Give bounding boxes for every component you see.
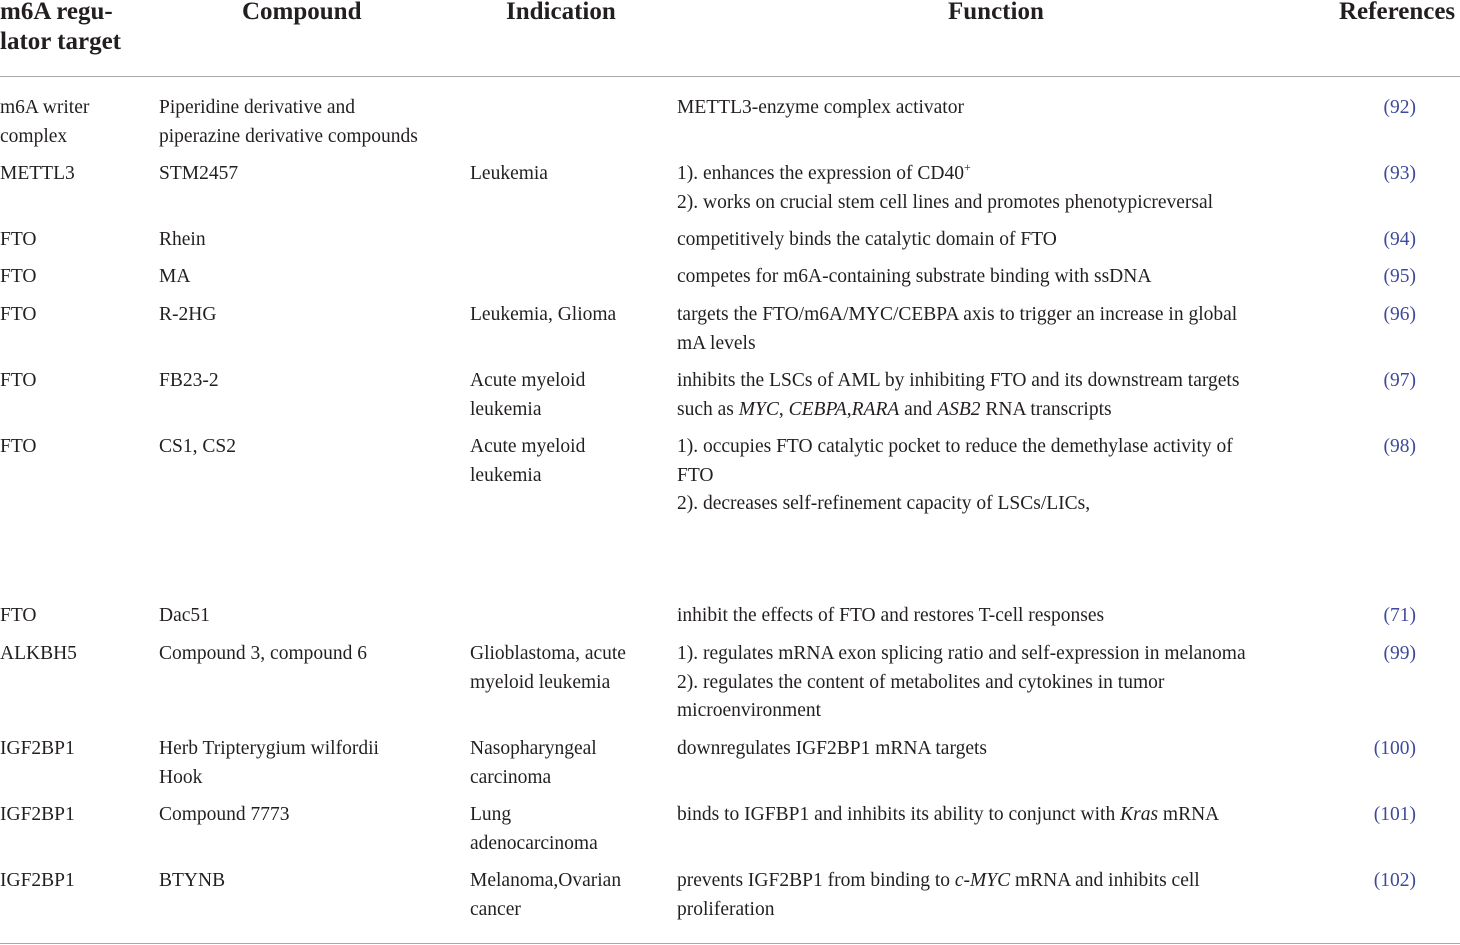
target-cell: [0, 640, 77, 669]
indication-cell: [470, 801, 598, 858]
header-references: References: [1339, 0, 1456, 25]
reference-paren: ): [1409, 870, 1416, 891]
italic-term: CEBPA: [788, 398, 847, 420]
reference-paren: (: [1383, 97, 1390, 118]
target-line: m6A writer: [0, 97, 90, 118]
function-text: METTL3-enzyme complex activator: [677, 97, 964, 118]
reference-paren: (: [1383, 266, 1390, 287]
italic-term: ASB2: [937, 398, 981, 420]
reference-cell: [1384, 226, 1417, 255]
compound-line: Rhein: [159, 229, 206, 250]
reference-cell: [1384, 367, 1417, 396]
target-cell: [0, 602, 37, 631]
reference-paren: ): [1409, 163, 1416, 184]
reference-link[interactable]: 97: [1390, 370, 1410, 391]
compound-line: CS1, CS2: [159, 436, 236, 457]
indication-line: myeloid leukemia: [470, 671, 611, 693]
function-line: [677, 396, 1239, 425]
function-text: RNA transcripts: [980, 398, 1112, 420]
reference-paren: (: [1383, 229, 1390, 250]
compound-cell: [159, 801, 290, 830]
italic-term: c-MYC: [954, 870, 1011, 891]
reference-link[interactable]: 101: [1380, 804, 1410, 825]
function-text: competitively binds the catalytic domain of FTO: [677, 229, 1057, 250]
reference-paren: ): [1409, 97, 1416, 118]
function-text: and: [899, 398, 938, 420]
function-cell: [677, 735, 987, 764]
compound-line: BTYNB: [159, 870, 226, 891]
function-line: [677, 189, 1213, 218]
compound-line: R-2HG: [159, 304, 217, 325]
reference-link[interactable]: 92: [1390, 97, 1410, 118]
target-cell: [0, 226, 37, 255]
reference-cell: [1384, 433, 1417, 462]
target-line: FTO: [0, 605, 37, 626]
reference-paren: (: [1383, 643, 1390, 664]
reference-paren: ): [1409, 605, 1416, 626]
reference-paren: (: [1373, 738, 1381, 759]
reference-cell: [1384, 301, 1417, 330]
compound-line: Compound 7773: [159, 804, 290, 825]
reference-link[interactable]: 98: [1390, 436, 1410, 457]
reference-paren: ): [1409, 370, 1416, 391]
superscript: +: [964, 160, 971, 174]
indication-line: carcinoma: [470, 766, 552, 788]
compound-line: MA: [159, 266, 191, 287]
compound-cell: [159, 226, 206, 255]
indication-cell: [470, 640, 626, 697]
function-line: [677, 433, 1233, 462]
indication-line: Lung: [470, 804, 512, 825]
reference-paren: ): [1409, 643, 1416, 664]
compound-cell: [159, 94, 418, 151]
target-line: FTO: [0, 304, 37, 325]
compound-cell: [159, 735, 379, 792]
compound-cell: [159, 602, 210, 631]
header-function: Function: [948, 0, 1044, 25]
reference-link[interactable]: 100: [1380, 738, 1410, 759]
target-line: IGF2BP1: [0, 738, 75, 759]
indication-line: Acute myeloid: [470, 436, 586, 457]
reference-link[interactable]: 102: [1380, 870, 1410, 891]
header-rule: [0, 76, 1460, 77]
target-cell: [0, 867, 75, 896]
compound-line: STM2457: [159, 163, 239, 184]
reference-paren: (: [1373, 804, 1381, 825]
indication-cell: [470, 735, 597, 792]
compound-line: Piperidine derivative and: [159, 97, 356, 118]
header-compound: Compound: [242, 0, 362, 25]
target-cell: [0, 735, 75, 764]
function-text: targets the FTO/m6A/MYC/CEBPA axis to trigger an increase in global: [677, 304, 1238, 325]
compound-line: FB23-2: [159, 370, 219, 391]
indication-cell: [470, 433, 585, 490]
function-line: [677, 160, 1213, 189]
reference-paren: (: [1383, 370, 1390, 391]
target-cell: [0, 301, 37, 330]
indication-line: Glioblastoma, acute: [470, 643, 626, 664]
function-line: [677, 896, 1200, 925]
indication-line: cancer: [470, 898, 521, 920]
reference-paren: (: [1383, 436, 1390, 457]
function-line: [677, 226, 1057, 255]
function-line: [677, 669, 1246, 698]
reference-cell: [1374, 867, 1416, 896]
reference-paren: ): [1409, 304, 1416, 325]
compound-line: Compound 3, compound 6: [159, 643, 367, 664]
indication-line: Leukemia: [470, 163, 548, 184]
function-line: [677, 263, 1151, 292]
target-line: complex: [0, 125, 68, 147]
function-line: [677, 462, 1233, 491]
reference-link[interactable]: 94: [1390, 229, 1410, 250]
function-text: inhibit the effects of FTO and restores T-cell responses: [677, 605, 1105, 626]
target-line: IGF2BP1: [0, 804, 75, 825]
function-text: FTO: [677, 464, 714, 486]
function-text: 1). regulates mRNA exon splicing ratio and self-expression in melanoma: [677, 643, 1246, 664]
header-indication: Indication: [506, 0, 616, 25]
target-line: FTO: [0, 436, 37, 457]
compound-cell: [159, 160, 238, 189]
compound-cell: [159, 367, 219, 396]
reference-link[interactable]: 96: [1390, 304, 1410, 325]
compound-line: piperazine derivative compounds: [159, 125, 418, 147]
function-cell: [677, 94, 964, 123]
reference-paren: ): [1409, 738, 1416, 759]
indication-line: leukemia: [470, 398, 542, 420]
reference-cell: [1374, 801, 1416, 830]
function-line: [677, 867, 1200, 896]
function-line: [677, 735, 987, 764]
reference-link[interactable]: 71: [1390, 605, 1410, 626]
function-text: mRNA: [1158, 804, 1220, 825]
target-cell: [0, 433, 37, 462]
function-line: [677, 801, 1219, 830]
function-text: mA levels: [677, 332, 756, 354]
function-text: prevents IGF2BP1 from binding to: [677, 870, 955, 891]
function-cell: [677, 801, 1219, 830]
function-cell: [677, 226, 1057, 255]
function-line: [677, 330, 1237, 359]
reference-link[interactable]: 99: [1390, 643, 1410, 664]
function-text: 2). works on crucial stem cell lines and promotes phenotypicreversal: [677, 191, 1214, 213]
indication-line: adenocarcinoma: [470, 832, 598, 854]
function-line: [677, 367, 1239, 396]
function-text: ,: [778, 398, 789, 420]
reference-cell: [1384, 602, 1417, 631]
function-text: competes for m6A-containing substrate binding with ssDNA: [677, 266, 1152, 287]
function-line: [677, 697, 1246, 726]
function-text: downregulates IGF2BP1 mRNA targets: [677, 738, 988, 759]
target-line: FTO: [0, 266, 37, 287]
function-cell: [677, 640, 1246, 726]
reference-paren: ): [1409, 229, 1416, 250]
indication-line: Leukemia, Glioma: [470, 304, 617, 325]
reference-link[interactable]: 93: [1390, 163, 1410, 184]
reference-cell: [1384, 160, 1417, 189]
function-text: inhibits the LSCs of AML by inhibiting FTO and its downstream targets: [677, 370, 1240, 391]
compound-cell: [159, 640, 367, 669]
target-line: METTL3: [0, 163, 75, 184]
reference-paren: (: [1373, 870, 1381, 891]
header-target-line1: m6A regu-: [0, 0, 113, 25]
function-text: binds to IGFBP1 and inhibits its ability to conjunct with: [677, 804, 1121, 825]
reference-cell: [1384, 94, 1417, 123]
function-cell: [677, 367, 1239, 424]
function-text: microenvironment: [677, 700, 822, 721]
target-cell: [0, 94, 89, 151]
reference-paren: (: [1383, 605, 1390, 626]
compound-cell: [159, 301, 216, 330]
function-cell: [677, 602, 1104, 631]
indication-cell: [470, 301, 616, 330]
italic-term: Kras: [1120, 804, 1159, 825]
function-line: [677, 640, 1246, 669]
function-cell: [677, 263, 1151, 292]
bottom-rule: [0, 943, 1460, 944]
indication-line: leukemia: [470, 464, 542, 486]
target-cell: [0, 367, 37, 396]
function-line: [677, 490, 1233, 519]
reference-paren: (: [1383, 163, 1390, 184]
target-line: ALKBH5: [0, 643, 77, 664]
reference-link[interactable]: 95: [1390, 266, 1410, 287]
italic-term: MYC: [738, 398, 779, 420]
reference-paren: ): [1409, 266, 1416, 287]
compound-line: Herb Tripterygium wilfordii: [159, 738, 379, 759]
function-text: mRNA and inhibits cell: [1010, 870, 1200, 891]
target-line: FTO: [0, 229, 37, 250]
function-line: [677, 602, 1104, 631]
reference-paren: ): [1409, 436, 1416, 457]
function-cell: [677, 301, 1237, 358]
reference-paren: (: [1383, 304, 1390, 325]
function-text: proliferation: [677, 898, 775, 920]
italic-term: RARA: [851, 398, 900, 420]
function-text: ,: [846, 398, 852, 420]
function-text: 2). decreases self-refinement capacity of LSCs/LICs,: [677, 493, 1091, 514]
function-text: 1). occupies FTO catalytic pocket to reduce the demethylase activity of: [677, 436, 1233, 457]
function-cell: [677, 160, 1213, 217]
indication-line: Nasopharyngeal: [470, 738, 597, 759]
function-text: such as: [677, 398, 739, 420]
indication-line: Acute myeloid: [470, 370, 586, 391]
header-target: [0, 0, 121, 57]
indication-cell: [470, 160, 548, 189]
compound-line: Dac51: [159, 605, 210, 626]
target-line: IGF2BP1: [0, 870, 75, 891]
target-cell: [0, 801, 75, 830]
header-target-line2: lator target: [0, 28, 122, 55]
reference-cell: [1384, 640, 1417, 669]
compound-cell: [159, 433, 236, 462]
function-text: 2). regulates the content of metabolites and cytokines in tumor: [677, 671, 1165, 693]
compound-cell: [159, 263, 190, 292]
function-line: [677, 301, 1237, 330]
target-cell: [0, 263, 37, 292]
indication-line: Melanoma,Ovarian: [470, 870, 622, 891]
function-cell: [677, 433, 1233, 519]
function-line: [677, 94, 964, 123]
indication-cell: [470, 367, 585, 424]
function-cell: [677, 867, 1200, 924]
reference-cell: [1374, 735, 1416, 764]
reference-cell: [1384, 263, 1417, 292]
reference-paren: ): [1409, 804, 1416, 825]
indication-cell: [470, 867, 621, 924]
target-cell: [0, 160, 75, 189]
compound-cell: [159, 867, 225, 896]
function-text: 1). enhances the expression of CD40: [677, 163, 965, 184]
target-line: FTO: [0, 370, 37, 391]
compound-line: Hook: [159, 766, 203, 788]
